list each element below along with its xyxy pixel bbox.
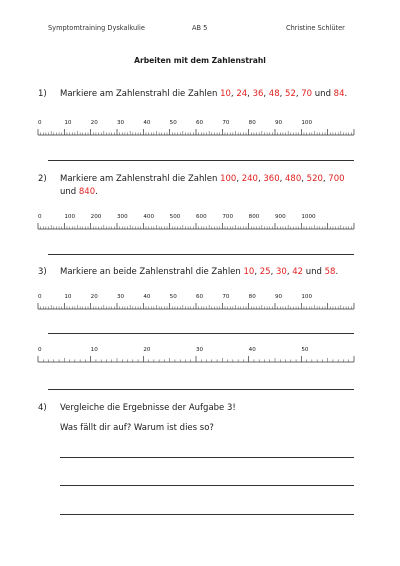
answer-line-3a[interactable] [48,333,354,334]
task-3-value: 58 [324,267,336,277]
tick-label: 20 [90,120,98,126]
tick-label: 90 [275,120,283,126]
number-line-svg[interactable] [38,118,354,138]
header-left: Symptomtraining Dyskalkulie [48,24,145,32]
answer-line-4b[interactable] [60,485,354,486]
tick-label: 700 [222,214,234,220]
task-2-value: 360 [263,174,280,184]
tick-label: 0 [38,347,42,353]
task-1-value: 52 [285,89,296,99]
page-title: Arbeiten mit dem Zahlenstrahl [134,56,266,65]
answer-line-1[interactable] [48,160,354,161]
task-1-value: 48 [268,89,280,99]
task-3-value: 30 [275,267,287,277]
task-1: 1) Markiere am Zahlenstrahl die Zahlen 10, 24, 36, 48, 52, 70 und 84. [38,89,348,99]
tick-label: 10 [90,347,98,353]
number-line-3[interactable] [38,292,354,312]
tick-label: 50 [169,294,177,300]
tick-label: 60 [196,294,204,300]
tick-label: 100 [64,214,76,220]
tick-label: 0 [38,120,42,126]
header-right: Christine Schlüter [286,24,345,32]
number-line-2[interactable] [38,212,354,232]
task-1-value: 70 [301,89,313,99]
tick-label: 10 [64,294,72,300]
task-3-value: 42 [292,267,304,277]
tick-label: 800 [248,214,260,220]
tick-label: 80 [248,120,256,126]
tick-label: 300 [117,214,128,220]
task-1-number: 1) [38,89,47,99]
number-line-svg[interactable] [38,212,354,232]
task-2-value: 840 [78,187,96,197]
answer-line-2[interactable] [48,254,354,255]
tick-label: 90 [275,294,283,300]
task-3-number: 3) [38,267,47,277]
tick-label: 50 [301,347,309,353]
tick-label: 500 [169,214,181,220]
tick-label: 900 [275,214,286,220]
tick-label: 40 [143,294,151,300]
task-1-value: 84 [333,89,345,99]
task-2-number: 2) [38,174,47,184]
task-3-value: 10 [243,267,255,277]
tick-label: 70 [222,120,230,126]
tick-label: 20 [90,294,98,300]
tick-label: 10 [64,120,72,126]
tick-label: 400 [143,214,155,220]
task-2: 2) Markiere am Zahlenstrahl die Zahlen 100, 240, 360, 480, 520, 700 und 840. [38,174,345,197]
task-1-text: Markiere am Zahlenstrahl die Zahlen [60,89,218,99]
tick-label: 20 [143,347,151,353]
tick-label: 600 [196,214,207,220]
task-1-und: und [314,89,331,99]
task-2-value: 240 [241,174,258,184]
tick-label: 40 [143,120,151,126]
task-2-value: 480 [285,174,302,184]
tick-label: 0 [38,294,42,300]
tick-label: 80 [248,294,256,300]
tick-label: 1000 [301,214,316,220]
tick-label: 30 [196,347,204,353]
tick-label: 200 [90,214,102,220]
task-2-value: 520 [306,174,323,184]
tick-label: 100 [301,294,313,300]
answer-line-3b[interactable] [48,389,354,390]
task-2-value: 700 [328,174,345,184]
task-1-period: . [344,89,348,99]
number-line-4[interactable] [38,345,354,365]
tick-label: 30 [117,294,125,300]
tick-label: 70 [222,294,230,300]
answer-line-4c[interactable] [60,514,354,515]
tick-label: 100 [301,120,313,126]
answer-line-4a[interactable] [60,457,354,458]
tick-label: 0 [38,214,42,220]
task-2-und: und [60,187,77,197]
number-line-svg[interactable] [38,345,354,365]
task-4-number: 4) [38,403,47,413]
task-4-text: Vergleiche die Ergebnisse der Aufgabe 3! [60,403,236,413]
task-3-period: . [335,267,339,277]
task-3-text: Markiere an beide Zahlenstrahl die Zahlen [60,267,241,277]
task-1-value: 36 [252,89,264,99]
task-1-value: 10 [220,89,231,99]
number-line-svg[interactable] [38,292,354,312]
tick-label: 60 [196,120,204,126]
tick-label: 40 [248,347,256,353]
task-3: 3) Markiere an beide Zahlenstrahl die Zahlen 10, 25, 30, 42 und 58. [38,267,339,277]
number-line-1[interactable] [38,118,354,138]
task-1-value: 24 [236,89,248,99]
task-2-period: . [95,187,98,197]
task-4 [38,402,236,415]
task-3-und: und [305,267,322,277]
task-2-text: Markiere am Zahlenstrahl die Zahlen [60,174,218,184]
task-4-question: Was fällt dir auf? Warum ist dies so? [60,423,214,433]
task-3-value: 25 [259,267,271,277]
tick-label: 30 [117,120,125,126]
header-center: AB 5 [192,24,208,32]
tick-label: 50 [169,120,177,126]
task-2-value: 100 [220,174,237,184]
